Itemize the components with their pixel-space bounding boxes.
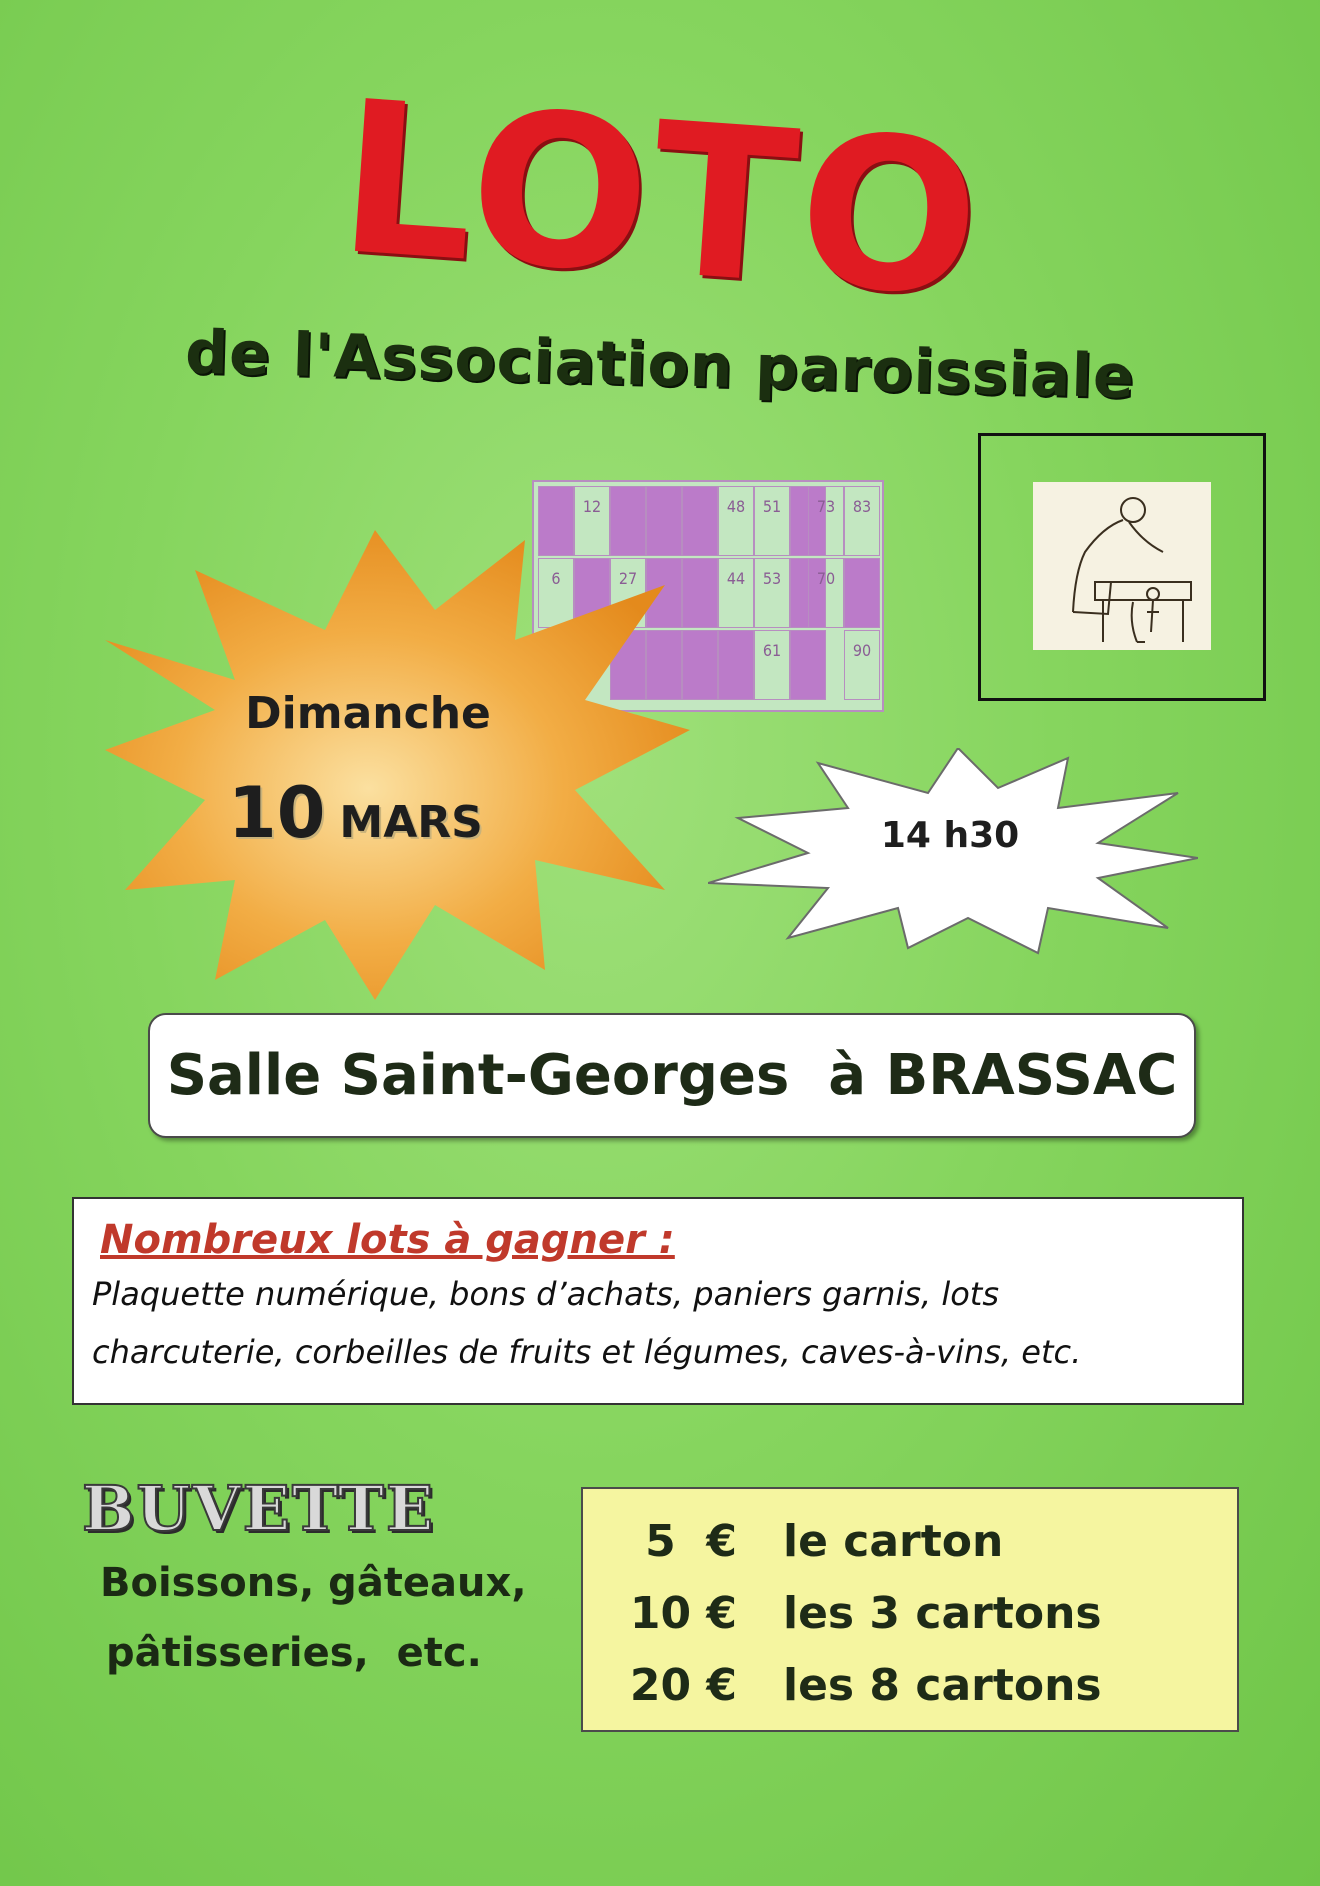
bingo-cell: 48 <box>718 486 754 556</box>
bingo-cell: 90 <box>844 630 880 700</box>
price-row <box>583 1505 1237 1577</box>
price-amount: 20 € <box>629 1659 737 1711</box>
event-time: 14 h30 <box>880 815 1020 856</box>
price-label: les 8 cartons <box>783 1659 1102 1711</box>
event-date-number: 10 <box>228 772 326 854</box>
bingo-cell: 12 <box>574 486 610 556</box>
bingo-cell: 61 <box>754 630 790 700</box>
price-label: les 3 cartons <box>783 1587 1102 1639</box>
bingo-cell: 73 <box>808 486 844 556</box>
prizes-line-2: charcuterie, corbeilles de fruits et légumes, caves-à-vins, etc. <box>92 1333 1082 1371</box>
buvette-line-1: Boissons, gâteaux, <box>100 1560 527 1606</box>
bingo-cell: 51 <box>754 486 790 556</box>
person-at-table-icon <box>1033 482 1211 650</box>
prizes-heading: Nombreux lots à gagner : <box>100 1217 675 1263</box>
price-box <box>581 1487 1239 1732</box>
price-amount: 5 € <box>645 1515 737 1567</box>
buvette-line-2: pâtisseries, etc. <box>106 1630 482 1676</box>
event-date <box>228 772 558 854</box>
bingo-cell: 27 <box>610 558 646 628</box>
poster-title: LOTO <box>332 54 991 345</box>
prizes-line-1: Plaquette numérique, bons d’achats, paniers garnis, lots <box>92 1275 1000 1313</box>
event-day: Dimanche <box>245 688 491 739</box>
buvette-title: BUVETTE <box>82 1472 436 1545</box>
buvette-items <box>100 1548 540 1688</box>
sketch-illustration <box>1033 482 1211 650</box>
bingo-cell <box>718 630 754 700</box>
bingo-cell <box>844 558 880 628</box>
event-month: MARS <box>339 797 483 848</box>
orange-starburst <box>105 530 705 1000</box>
bingo-cell: 6 <box>538 558 574 628</box>
price-row <box>583 1649 1237 1721</box>
price-row <box>583 1577 1237 1649</box>
bingo-cell: 53 <box>754 558 790 628</box>
poster-subtitle: de l'Association paroissiale <box>184 317 1136 413</box>
bingo-cell: 70 <box>808 558 844 628</box>
bingo-cell: 44 <box>718 558 754 628</box>
bingo-cell <box>790 630 826 700</box>
price-amount: 10 € <box>629 1587 737 1639</box>
price-label: le carton <box>783 1515 1004 1567</box>
bingo-cell: 83 <box>844 486 880 556</box>
prizes-box <box>72 1197 1244 1405</box>
venue-box: Salle Saint-Georges à BRASSAC <box>148 1013 1196 1138</box>
illustration-frame <box>978 433 1266 701</box>
